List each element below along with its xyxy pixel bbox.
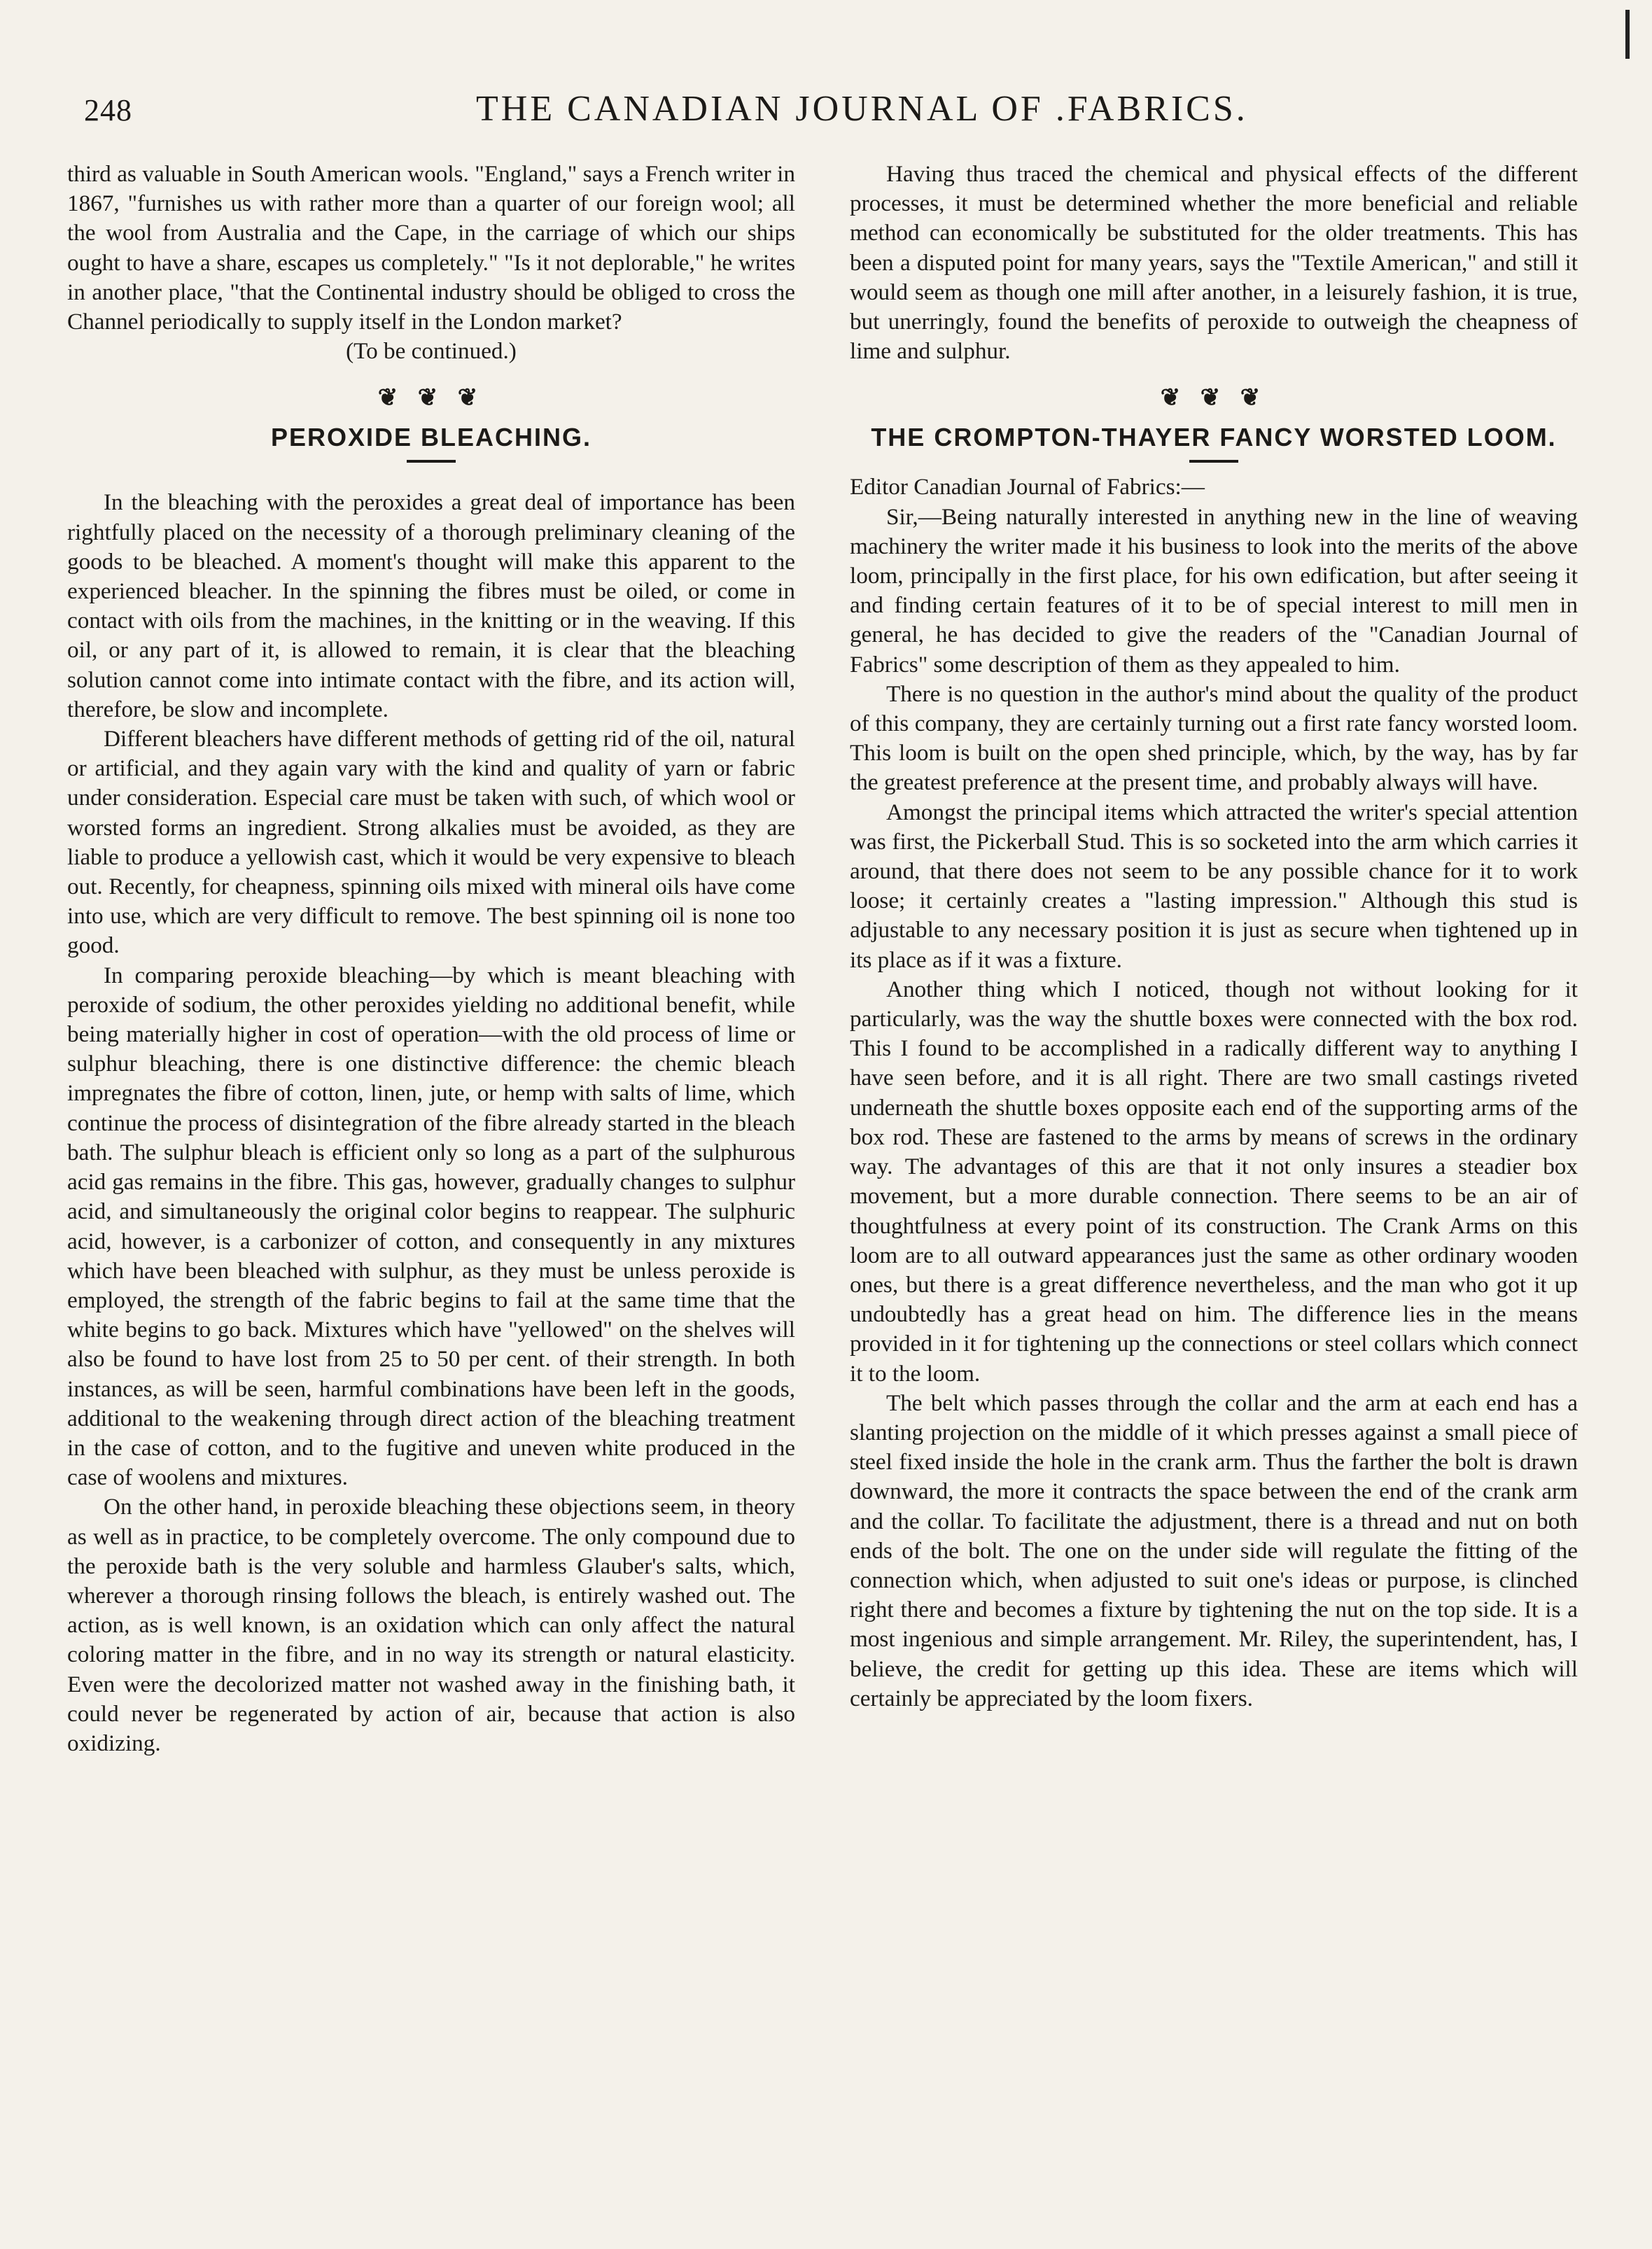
article-title-peroxide-bleaching: PEROXIDE BLEACHING.: [270, 423, 592, 452]
section-ornament: ❦ ❦ ❦: [377, 385, 485, 412]
title-rule: [1189, 460, 1238, 463]
page-number: 248: [84, 93, 132, 127]
section-ornament: ❦ ❦ ❦: [1160, 385, 1268, 412]
article-paragraph: There is no question in the author's mind about the quality of the product of this company, they are certainly turning out a first rate fancy worsted loom. This loom is built on the open shed principle, which, by the way, has by far the greatest preference at the present time, and probably always will have.: [850, 680, 1578, 796]
letter-salutation: Editor Canadian Journal of Fabrics:—: [850, 474, 1205, 500]
article-title-crompton-thayer-loom: THE CROMPTON-THAYER FANCY WORSTED LOOM.: [871, 423, 1557, 452]
article-paragraph: In comparing peroxide bleaching—by which is meant bleaching with peroxide of sodium, the other peroxides yielding no additional benefit, while being materially higher in cost of operation—with the old process of lime or sulphur bleaching, there is one distinctive difference: the chemic bleach impregnates the fibre of cotton, linen, jute, or hemp with salts of lime, which continue the process of disintegration of the fibre already started in the bleach bath. The sulphur bleach is efficient only so long as a part of the sulphurous acid gas remains in the fibre. This gas, however, gradually changes to sulphur acid, and simultaneously the original color begins to reappear. The sulphuric acid, however, is a carbonizer of cotton, and consequently in any mixtures which have been bleached with sulphur, as they must be unless peroxide is employed, the strength of the fabric begins to fail at the same time that the white begins to go back. Mixtures which have "yellowed" on the shelves will also be found to have lost from 25 to 50 per cent. of their strength. In both instances, as will be seen, harmful combinations have been left in the goods, additional to the weakening through direct action of the bleaching treatment in the case of cotton, and to the fugitive and uneven white produced in the case of woolens and mixtures.: [67, 962, 795, 1491]
article-paragraph: Having thus traced the chemical and physical effects of the different processes, it must be determined whether the more beneficial and reliable method can economically be substituted for the older treatments. This has been a disputed point for many years, says the "Textile American," and still it would seem as though one mill after another, in a leisurely fashion, it is true, but unerringly, found the benefits of peroxide to outweigh the cheapness of lime and sulphur.: [850, 161, 1578, 365]
continued-paragraph: third as valuable in South American wools. "England," says a French writer in 1867, "furnishes us with rather more than a quarter of our foreign wool; all the wool from Australia and the Cape, in the carriage of which our ships ought to have a share, escapes us completely." "Is it not deplorable," he writes in another place, "that the Continental industry should be obliged to cross the Channel periodically to supply itself in the London market?: [67, 161, 795, 335]
to-be-continued-note: (To be continued.): [346, 338, 517, 365]
article-paragraph: Different bleachers have different methods of getting rid of the oil, natural or artificial, and they again vary with the kind and quality of yarn or fabric under consideration. Especial care must be taken with such, of which wool or worsted forms an ingredient. Strong alkalies must be avoided, as they are liable to produce a yellowish cast, which it would be very expensive to bleach out. Recently, for cheapness, spinning oils mixed with mineral oils have come into use, which are very difficult to remove. The best spinning oil is none too good.: [67, 726, 795, 959]
journal-title: THE CANADIAN JOURNAL OF .FABRICS.: [476, 89, 1248, 129]
page-header: [84, 89, 1582, 134]
left-column: [67, 160, 795, 1758]
edge-mark: [1625, 10, 1630, 59]
article-paragraph: Another thing which I noticed, though not without looking for it particularly, was the way the shuttle boxes were connected with the box rod. This I found to be accomplished in a radically different way to anything I have seen before, and it is all right. There are two small castings riveted underneath the shuttle boxes opposite each end of the supporting arms of the box rod. These are fastened to the arms by means of screws in the ordinary way. The advantages of this are that it not only insures a steadier box movement, but a more durable connection. There seems to be an air of thoughtfulness at every point of its construction. The Crank Arms on this loom are to all outward appearances just the same as other ordinary wooden ones, but there is a great difference nevertheless, and the man who got it up undoubtedly has a great head on him. The difference lies in the means provided in it for tightening up the connections or steel collars which connect it to the loom.: [850, 976, 1578, 1387]
article-paragraph: In the bleaching with the peroxides a great deal of importance has been rightfully placed on the necessity of a thorough preliminary cleaning of the goods to be bleached. A moment's thought will make this apparent to the experienced bleacher. In the spinning the fibres must be oiled, or come in contact with oils from the machines, in the knitting or in the weaving. If this oil, or any part of it, is allowed to remain, it is clear that the bleaching solution cannot come into intimate contact with the fibre, and its action will, therefore, be slow and incomplete.: [67, 489, 795, 722]
article-paragraph: On the other hand, in peroxide bleaching these objections seem, in theory as well as in practice, to be completely overcome. The only compound due to the peroxide bath is the very soluble and harmless Glauber's salts, which, wherever a thorough rinsing follows the bleach, is entirely washed out. The action, as is well known, is an oxidation which can only affect the natural coloring matter in the fibre, and in no way its strength or natural elasticity. Even were the decolorized matter not washed away in the finishing bath, it could never be regenerated by action of air, because that action is also oxidizing.: [67, 1494, 795, 1756]
article-paragraph: Sir,—Being naturally interested in anything new in the line of weaving machinery the writer made it his business to look into the merits of the above loom, principally in the first place, for his own edification, but after seeing it and finding certain features of it to be of special interest to mill men in general, he has decided to give the readers of the "Canadian Journal of Fabrics" some description of them as they appealed to him.: [850, 503, 1578, 678]
title-rule: [407, 460, 456, 463]
article-paragraph: Amongst the principal items which attracted the writer's special attention was first, the Pickerball Stud. This is so socketed into the arm which carries it around, that there does not seem to be any possible chance for it to work loose; it certainly creates a "lasting impression." Although this stud is adjustable to any necessary position it is just as secure when tightened up in its place as if it was a fixture.: [850, 799, 1578, 973]
right-column: [850, 160, 1578, 1714]
article-paragraph: The belt which passes through the collar and the arm at each end has a slanting projection on the middle of it which presses against a small piece of steel fixed inside the hole in the crank arm. Thus the farther the bolt is drawn downward, the more it contracts the space between the end of the crank arm and the collar. To facilitate the adjustment, there is a thread and nut on both ends of the bolt. The one on the under side will regulate the fitting of the connection which, when adjusted to suit one's ideas or purpose, is clinched right there and becomes a fixture by tightening the nut on the top side. It is a most ingenious and simple arrangement. Mr. Riley, the superintendent, has, I believe, the credit for getting up this idea. These are items which will certainly be appreciated by the loom fixers.: [850, 1389, 1578, 1711]
